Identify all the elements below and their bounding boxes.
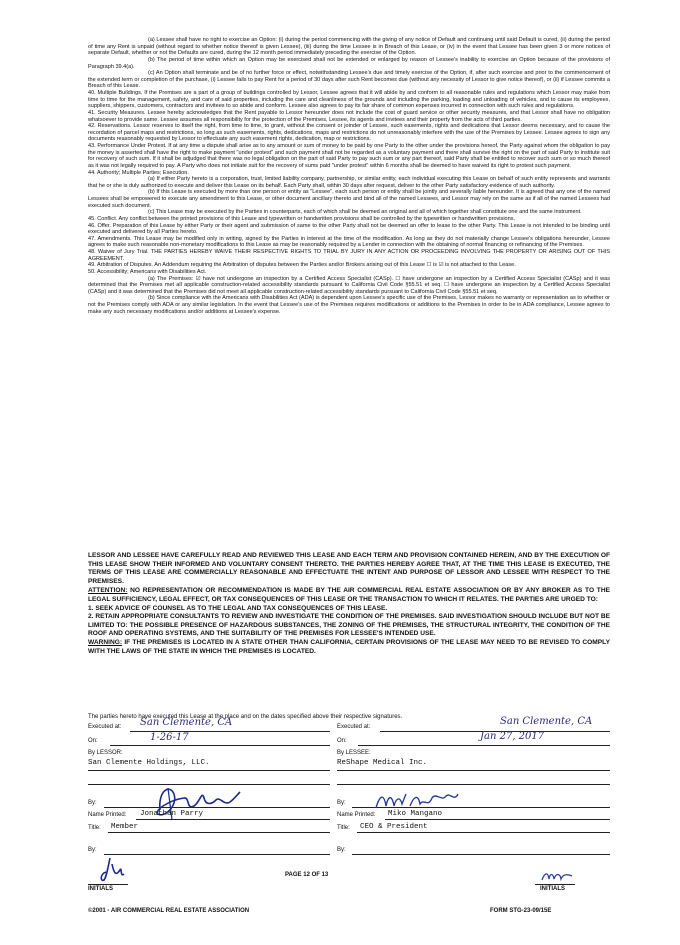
signature-intro: The parties hereto have executed this Lease at the place and on the dates specified above their respective signatures. bbox=[88, 714, 403, 720]
lessee-name-printed-line bbox=[385, 819, 610, 820]
lessor-title-label: Title: bbox=[88, 825, 101, 831]
para-39-4-c: (c) An Option shall terminate and be of no further force or effect, notwithstanding Lessee's due and timely exercise of the Option, if, after such exercise and prior to the commencement of the extended term or completion of the purchase, (i) Lessee fails to pay Rent for a period of 30 days after such Rent becomes due (without any necessity of Lessor to give notice thereof), or (ii) if Lessee commits a Breach of this Lease. bbox=[88, 70, 610, 90]
lessor-name-printed-value[interactable]: Jonathan Parry bbox=[140, 810, 204, 818]
lessee-executed-at-value[interactable]: San Clemente, CA bbox=[500, 716, 593, 727]
acknowledgment-text: LESSOR AND LESSEE HAVE CAREFULLY READ AND REVIEWED THIS LEASE AND EACH TERM AND PROVISION CONTAINED HEREIN, AND BY THE EXECUTION OF THIS LEASE SHOW THEIR INFORMED AND VOLUNTARY CONSENT THERETO. THE PARTIES HEREBY AGREE THAT, AT THE TIME THIS LEASE IS EXECUTED, THE TERMS OF THIS LEASE ARE COMMERCIALLY REASONABLE AND EFFECTUATE THE INTENT AND PURPOSE OF LESSOR AND LESSEE WITH RESPECT TO THE PREMISES. bbox=[88, 552, 610, 585]
attention-paragraph bbox=[88, 587, 610, 604]
page-number: PAGE 12 OF 13 bbox=[285, 872, 329, 878]
urge-1: 1. SEEK ADVICE OF COUNSEL AS TO THE LEGAL AND TAX CONSEQUENCES OF THIS LEASE. bbox=[88, 604, 388, 612]
lessee-by-2-label: By: bbox=[337, 847, 346, 853]
lessee-on-label: On: bbox=[337, 738, 347, 744]
lessor-title-line bbox=[108, 832, 330, 833]
lessee-date-value[interactable]: Jan 27, 2017 bbox=[480, 731, 545, 742]
lessee-name-printed-label: Name Printed: bbox=[337, 812, 376, 818]
lease-body bbox=[88, 37, 610, 315]
lessor-executed-at-value[interactable]: San Clemente, CA bbox=[140, 717, 233, 728]
lessor-date-value[interactable]: 1-26-17 bbox=[150, 732, 189, 743]
para-50: 50. Accessibility; Americans with Disabilities Act. bbox=[88, 268, 207, 275]
lessee-by-2-line bbox=[352, 854, 610, 855]
lessee-entity-line bbox=[337, 770, 610, 771]
para-39-4-b: (b) The period of time within which an Option may be exercised shall not be extended or enlarged by reason of Lessee's inability to exercise an Option because of the provisions of Paragraph 39.4(a). bbox=[88, 56, 610, 70]
para-46: 46. Offer. Preparation of this Lease by either Party or their agent and submission of same to the other Party shall not be deemed an offer to lease to the other Party. This Lease is not intended to be binding until executed and delivered by all Parties hereto. bbox=[88, 222, 610, 236]
lessee-initials-label: INITIALS bbox=[540, 886, 565, 892]
lessor-by-label: By: bbox=[88, 800, 97, 806]
para-43: 43. Performance Under Protest. If at any time a dispute shall arise as to any amount or sum of money to be paid by one Party to the other under the provisions hereof, the Party against whom the obligation to pay the money is asserted shall have the right to make payment "under protest" and such payment shall not be regarded as a voluntary payment and there shall survive the right on the part of said Party to institute suit for recovery of such sum. If it shall be adjudged that there was no legal obligation on the part of said Party to pay such sum or any part thereof, said Party shall be entitled to recover such sum or so much thereof as it was not legally required to pay. A Party who does not initiate suit for the recovery of sums paid "under protest" within 6 months shall be deemed to have waived its right to protest such payment. bbox=[88, 143, 610, 169]
lessor-initials-line bbox=[88, 884, 128, 885]
lessee-initials-line bbox=[535, 884, 575, 885]
lessee-title-value[interactable]: CEO & President bbox=[360, 823, 428, 831]
para-39-4-a: (a) Lessee shall have no right to exercise an Option: (i) during the period commencing with the giving of any notice of Default and continuing until said Default is cured, (ii) during the period of time any Rent is unpaid (without regard to whether notice thereof is given Lessee), (iii) during the time Lessee is in Breach of this Lease, or (iv) in the event that Lessee has been given 3 or more notices of separate Default, whether or not the Defaults are cured, during the 12 month period immediately preceding the exercise of the Option. bbox=[88, 37, 610, 57]
para-45: 45. Conflict. Any conflict between the printed provisions of this Lease and typewritten or handwritten provisions shall be controlled by the typewritten or handwritten provisions. bbox=[88, 215, 516, 222]
attention-label: ATTENTION: bbox=[88, 587, 128, 595]
para-50-b: (b) Since compliance with the Americans with Disabilities Act (ADA) is dependent upon Lessee's specific use of the Premises, Lessor makes no warranty or representation as to whether or not the Premises comply with ADA or any similar legislation. In the event that Lessee's use of the Premises requires modifications or additions to the Premises in order to be in ADA compliance, Lessee agrees to make any such necessary modifications and/or additions at Lessee's expense. bbox=[88, 295, 610, 315]
lessor-name-printed-label: Name Printed: bbox=[88, 812, 127, 818]
acknowledgment-block bbox=[88, 552, 610, 656]
para-41: 41. Security Measures. Lessee hereby acknowledges that the Rent payable to Lessor hereunder does not include the cost of guard service or other security measures, and that Lessor shall have no obligation whatsoever to provide same. Lessee assumes all responsibility for the protection of the Premises, Lessee, its agents and invitees and their property from the acts of third parties. bbox=[88, 109, 610, 123]
para-42: 42. Reservations. Lessor reserves to itself the right, from time to time, to grant, without the consent or joinder of Lessee, such easements, rights and dedications that Lessor deems necessary, and to cause the recordation of parcel maps and restrictions, so long as such easements, rights, dedications, maps and restrictions do not unreasonably interfere with the use of the Premises by Lessee. Lessee agrees to sign any documents reasonably requested by Lessor to effectuate any such easement rights, dedication, map or restrictions. bbox=[88, 123, 610, 143]
lessor-on-line bbox=[110, 745, 330, 746]
lessee-initials-mark bbox=[540, 870, 574, 884]
form-number: FORM STG-23-09/15E bbox=[490, 908, 552, 914]
urge-2: 2. RETAIN APPROPRIATE CONSULTANTS TO REVIEW AND INVESTIGATE THE CONDITION OF THE PREMISES. SAID INVESTIGATION SHOULD INCLUDE BUT NOT BE LIMITED TO: THE POSSIBLE PRESENCE OF HAZARDOUS SUBSTANCES, THE ZONING OF THE PREMISES, THE STRUCTURAL INTEGRITY, THE CONDITION OF THE ROOF AND OPERATING SYSTEMS, AND THE SUITABILITY OF THE PREMISES FOR LESSEE'S INTENDED USE. bbox=[88, 613, 610, 638]
copyright: ©2001 - AIR COMMERCIAL REAL ESTATE ASSOCIATION bbox=[88, 908, 250, 914]
attention-text: NO REPRESENTATION OR RECOMMENDATION IS MADE BY THE AIR COMMERCIAL REAL ESTATE ASSOCIATION OR BY ANY BROKER AS TO THE LEGAL SUFFICIENCY, LEGAL EFFECT, OR TAX CONSEQUENCES OF THIS LEASE OR THE TRANSACTION TO WHICH IT RELATES. THE PARTIES ARE URGED TO: bbox=[88, 587, 610, 603]
para-47: 47. Amendments. This Lease may be modified only in writing, signed by the Parties in interest at the time of the modification. As long as they do not materially change Lessee's obligations hereunder, Lessee agrees to make such reasonable non-monetary modifications to this Lease as may be reasonably required by a Lender in connection with the obtaining of normal financing or refinancing of the Premises. bbox=[88, 235, 610, 249]
lessor-by-2-label: By: bbox=[88, 847, 97, 853]
lessor-title-value[interactable]: Member bbox=[111, 823, 139, 831]
lessor-by-2-line bbox=[104, 854, 330, 855]
warning-paragraph bbox=[88, 639, 610, 656]
lessee-title-label: Title: bbox=[337, 825, 350, 831]
para-44: 44. Authority; Multiple Parties; Execution. bbox=[88, 169, 189, 176]
para-49: 49. Arbitration of Disputes. An Addendum requiring the Arbitration of disputes between the Parties and/or Brokers arising out of this Lease ☐ is ☑ is not attached to this Lease. bbox=[88, 262, 516, 269]
para-48: 48. Waiver of Jury Trial. THE PARTIES HEREBY WAIVE THEIR RESPECTIVE RIGHTS TO TRIAL BY JURY IN ANY ACTION OR PROCEEDING INVOLVING THE PROPERTY OR ARISING OUT OF THIS AGREEMENT. bbox=[88, 249, 610, 262]
lessee-name-printed-value[interactable]: Miko Mangano bbox=[388, 810, 443, 818]
warning-text: IF THE PREMISES IS LOCATED IN A STATE OTHER THAN CALIFORNIA, CERTAIN PROVISIONS OF THE LEASE MAY NEED TO BE REVISED TO COMPLY WITH THE LAWS OF THE STATE IN WHICH THE PREMISES IS LOCATED. bbox=[88, 638, 610, 655]
lessor-on-label: On: bbox=[88, 738, 98, 744]
lessor-executed-at-label: Executed at: bbox=[88, 724, 122, 730]
para-50-a: (a) The Premises: ☑ have not undergone an inspection by a Certified Access Specialist (CASp). ☐ have undergone an inspection by a Certified Access Specialist (CASp) and it was determined that the Premises met all applicable construction-related accessibility standards pursuant to California Civil Code §55.51 et seq. ☐ have undergone an inspection by a Certified Access Specialist (CASp) and it was determined that the Premises did not meet all applicable construction-related accessibility standards pursuant to California Civil Code §55.51 et seq. bbox=[88, 275, 610, 295]
para-44-b: (b) If this Lease is executed by more than one person or entity as "Lessee", each such person or entity shall be jointly and severally liable hereunder. It is agreed that any one of the named Lessees shall be empowered to execute any amendment to this Lease, or other document ancillary thereto and bind all of the named Lessees, and Lessor may rely on the same as if all of the named Lessees had executed such document. bbox=[88, 189, 610, 209]
lessee-title-line bbox=[357, 832, 610, 833]
para-40: 40. Multiple Buildings. If the Premises are a part of a group of buildings controlled by Lessor, Lessee agrees that it will abide by and conform to all reasonable rules and regulations which Lessor may make from time to time for the management, safety, and care of said properties, including the care and cleanliness of the grounds and including the parking, loading and unloading of vehicles, and to cause its employees, suppliers, shippers, customers, contractors and invitees to so abide and conform. Lessee also agrees to pay its fair share of common expenses incurred in connection with such rules and regulations. bbox=[88, 90, 610, 110]
lessor-initials-mark bbox=[96, 856, 126, 884]
lessor-entity-line bbox=[88, 770, 330, 771]
warning-label: WARNING: bbox=[88, 638, 123, 646]
lessee-by-label: By: bbox=[337, 800, 346, 806]
lessee-entity-name[interactable]: ReShape Medical Inc. bbox=[337, 759, 428, 767]
para-44-a: (a) If either Party hereto is a corporation, trust, limited liability company, partnership, or similar entity, each individual executing this Lease on behalf of such entity represents and warrants that he or she is duly authorized to execute and deliver this Lease on its behalf. Each Party shall, within 30 days after request, deliver to the other Party satisfactory evidence of such authority. bbox=[88, 176, 610, 189]
lessor-initials-label: INITIALS bbox=[88, 886, 113, 892]
lessee-entity-line-2 bbox=[337, 784, 610, 785]
lessor-entity-name[interactable]: San Clemente Holdings, LLC. bbox=[88, 759, 210, 767]
lessee-executed-at-label: Executed at: bbox=[337, 724, 371, 730]
lessee-on-line bbox=[358, 745, 610, 746]
para-44-c: (c) This Lease may be executed by the Parties in counterparts, each of which shall be deemed an original and all of which together shall constitute one and the same instrument. bbox=[148, 209, 582, 216]
by-lessee-label: By LESSEE: bbox=[337, 750, 371, 756]
by-lessor-label: By LESSOR: bbox=[88, 750, 123, 756]
lessor-name-printed-line bbox=[136, 819, 330, 820]
